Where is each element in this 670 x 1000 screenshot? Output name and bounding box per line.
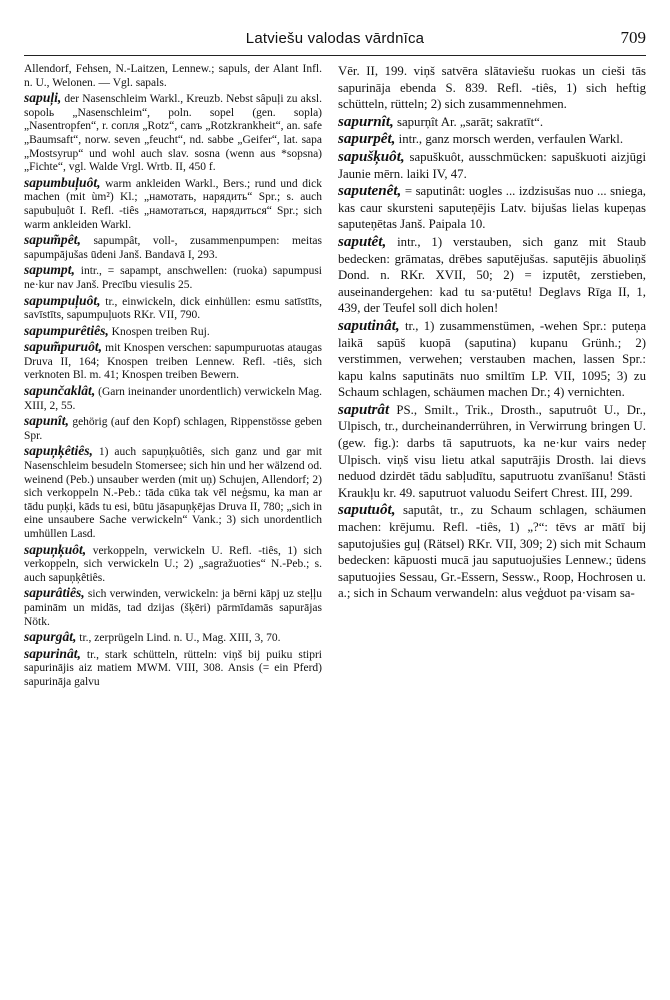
entry-headword: saputuôt,	[338, 502, 396, 519]
entry-headword: saputinât,	[338, 317, 400, 334]
entry-body: intr., = sapampt, anschwellen: (ruoka) sapumpusi ne·kur nav Janš. Precību viesulis 25.	[24, 265, 323, 291]
entry-headword: saputrât	[338, 401, 390, 418]
dictionary-entry	[338, 63, 646, 113]
entry-headword: sapurnît,	[338, 113, 394, 130]
entry-body: warm ankleiden Warkl., Bers.; rund und dick machen (mit ùm²) Kl.; „намотать, нарядить“ Spr.; s. auch sapubuļuôt I. Refl. -tiês „намотаться, нарядиться“ Spr.; sich warm ankleiden Warkl.	[24, 177, 323, 231]
page-number: 709	[620, 28, 646, 47]
entry-body: sapumpât, voll-, zusammenpumpen: meitas sapumpājušas ūdeni Janš. Bandavā I, 293.	[24, 235, 322, 261]
dictionary-entry	[338, 318, 646, 401]
entry-headword: sapurgât,	[24, 629, 77, 645]
entry-headword: sapurinât,	[24, 645, 81, 661]
entry-body: gehörig (auf den Kopf) schlagen, Rippenstösse geben Spr.	[24, 416, 322, 442]
entry-body: der Nasenschleim Warkl., Kreuzb. Nebst sâpuļi zu aksl. sopolь „Nasenschleim“, poln. sopel (gen. sopla) „Nasentropfen“, r. сопля „Rotz“, canъ „Rotzkrankheit“, an. safe „Baumsaft“, norw. seven „feucht“, nd. sabbe „Geifer“, lat. sapa „Mostsyrup“ und wohl auch slav. sosna (wenn aus *sopsna) „Fichte“, vgl. Walde Vrgl. Wrtb. II, 450 f.	[24, 93, 322, 174]
entry-headword: sapumpurêtiês,	[24, 322, 109, 338]
entry-headword: sapumbuļuôt,	[24, 174, 101, 190]
entry-headword: sapumpuļuôt,	[24, 292, 101, 308]
entry-headword: sapurpêt,	[338, 131, 396, 148]
entry-body: tr., 1) zusammenstümen, -wehen Spr.: puteņa laikā sapūš kuopā (saputina) kupanu Grünh.; 2) verstimmen, verwehen; verstauben machen, lassen Spr.: kapu kalns saputināts nuo smiltīm LP. VII, 1095; 3) zu Schaum schlagen, schäumen machen Dr.; 4) vernichten.	[338, 318, 646, 400]
dictionary-entry	[24, 586, 322, 629]
entry-headword: sapum̃pêt,	[24, 232, 81, 248]
entry-body: sapuškuôt, ausschmücken: sapuškuoti aizjūgi Jaunie mērn. laiki IV, 47.	[338, 149, 647, 181]
right-column	[338, 63, 646, 603]
dictionary-entry	[24, 91, 322, 175]
entry-headword: sapuņķêtiês,	[24, 443, 93, 459]
dictionary-entry	[24, 233, 322, 262]
entry-body: verkoppeln, verwickeln U. Refl. -tiês, 1) sich verkoppeln, sich verwickeln U.; 2) „sagražuoties“ N.-Peb.; s. auch sapuņķêtiês.	[24, 544, 322, 584]
entry-body: Vēr. II, 199. viņš satvēra slātaviešu ruokas un cieši tās sapurināja ebenda S. 839. Refl. -tiês, 1) sich heftig schütteln, rütteln; 2) sich zusammennehmen.	[338, 64, 646, 112]
entry-body: 1) auch sapuņķuôtiês, sich ganz und gar mit Nasenschleim besudeln Stomersee; sich hin und her wälzend od. weinend (Peb.) unsauber werden (mit uņ) Schujen, Allendorf; 2) sich verkoppeln N.-Peb.: tāda cūka tak vēl neģsmu, ka man ar tādu puņķi, kāds tu esi, būtu jāsapuņķējas Druva II, 780; „sich in eine unsaubere Sache verwickeln“ Vank.; 3) sich unordentlich umhüllen Lasd.	[24, 446, 323, 540]
entry-headword: sapumpt,	[24, 262, 75, 278]
dictionary-title: Latviešu valodas vārdnīca	[245, 30, 425, 47]
dictionary-entry	[24, 647, 322, 690]
left-column	[24, 63, 322, 691]
entry-body: mit Knospen verschen: sapumpuruotas ataugas Druva II, 164; Knospen treiben Lennew. Refl. -tiês, sich verknoten Bl. m. 41; Knospen treiben Bewern.	[24, 342, 323, 382]
entry-body: intr., ganz morsch werden, verfaulen Warkl.	[398, 132, 624, 147]
entry-headword: sapunît,	[24, 413, 69, 429]
entry-body: = saputinât: uogles ... izdzisušas nuo ... sniega, kas caur skursteni saputeņējis Latv. bijušas lielas kupeņas saputeņētas Janš. Paipala 10.	[338, 184, 646, 232]
dictionary-entry	[338, 183, 646, 233]
entry-headword: sapum̃puruôt,	[24, 339, 103, 355]
dictionary-entry	[338, 234, 646, 317]
entry-headword: sapuļi,	[24, 90, 62, 106]
entry-headword: sapunčaklât,	[24, 383, 96, 399]
entry-headword: saputenêt,	[338, 183, 402, 200]
entry-body: saputât, tr., zu Schaum schlagen, schäumen machen: krējumu. Refl. -tiês, 1) „?“: tēvs ar mātī bij saputojušies guļ (Rätsel) RKr. VII, 309; 2) sich mit Schaum bedecken: kāpuosti mucā jau saputuojušies Lennew.; ūdens saputuojies Sessau, Gr.-Essern, Sessw., Roop, Hochrosen u. a.; sich in Schaum verwandeln: alus veģduot pa·visam sa-	[338, 503, 646, 601]
entry-body: Allendorf, Fehsen, N.-Laitzen, Lennew.; sapuls, der Alant Infl. n. U., Welonen. — Vgl. sapals.	[24, 63, 322, 89]
dictionary-entry	[338, 131, 646, 148]
dictionary-entry	[24, 263, 322, 292]
entry-headword: sapurâtiês,	[24, 585, 85, 601]
page-header	[24, 28, 646, 52]
entry-headword: sapuņķuôt,	[24, 541, 87, 557]
entry-body: sich verwinden, verwickeln: ja bērni kāpj uz steļļu paminām un midās, tad dzijas (šķēri) pārmīdamās sapurājas Nötk.	[24, 588, 322, 628]
dictionary-entry	[24, 444, 322, 541]
entry-body: tr., stark schütteln, rütteln: viņš bij puiku stipri sapurinājis aiz matiem MWM. VIII, 308. Ansis (= ein Pferd) sapurināja galvu	[24, 648, 323, 688]
dictionary-entry	[24, 414, 322, 443]
dictionary-entry	[24, 324, 322, 340]
entry-body: Knospen treiben Ruj.	[111, 325, 210, 338]
dictionary-entry	[24, 176, 322, 232]
entry-body: (Garn ineinander unordentlich) verwickeln Mag. XIII, 2, 55.	[24, 386, 322, 412]
dictionary-entry	[24, 340, 322, 383]
dictionary-entry	[24, 630, 322, 646]
entry-body: intr., 1) verstauben, sich ganz mit Staub bedecken: grāmatas, drēbes saputējušas. saputējis ābuoliņš Dond. n. RKr. XVII, 50; 2) = izputêt, zerstieben, auseinandergehen: kad tu sa·putētu! Deglavs Rīga II, 1, 439, der Teufel soll dich holen!	[338, 234, 647, 316]
entry-body: PS., Smilt., Trik., Drosth., saputruôt U., Dr., Ulpisch, tr., durcheinanderrühren, in Verwirrung bringen U. (gew. fig.): darbs tā saputruots, ka ne·kur vairs nedeŗ Ulpisch. viņš visu lietu atkal saputrājis Drosth. lai dievs neduod dzirdēt tādu sabļudītu, saputruotu zvanīšanu! Stāsti Kraukļu kr. 49. saputruot valuodu Seifert Chrest. III, 299.	[338, 402, 646, 500]
dictionary-entry	[338, 402, 646, 502]
header-rule	[24, 55, 646, 56]
entry-body: sapurņît Ar. „sarāt; sakratīt“.	[397, 114, 544, 129]
dictionary-entry	[338, 149, 646, 182]
dictionary-entry	[338, 114, 646, 131]
entry-headword: saputêt,	[338, 233, 387, 250]
dictionary-entry	[24, 63, 322, 90]
dictionary-entry	[24, 384, 322, 413]
dictionary-entry	[24, 543, 322, 586]
entry-headword: sapušķuôt,	[338, 148, 405, 165]
dictionary-entry	[24, 294, 322, 323]
entry-body: tr., zerprügeln Lind. n. U., Mag. XIII, 3, 70.	[79, 632, 281, 645]
entry-body: tr., einwickeln, dick einhüllen: esmu satīstīts, savīstīts, sapumpuļuots RKr. VII, 790.	[24, 295, 322, 322]
dictionary-entry	[338, 502, 646, 602]
